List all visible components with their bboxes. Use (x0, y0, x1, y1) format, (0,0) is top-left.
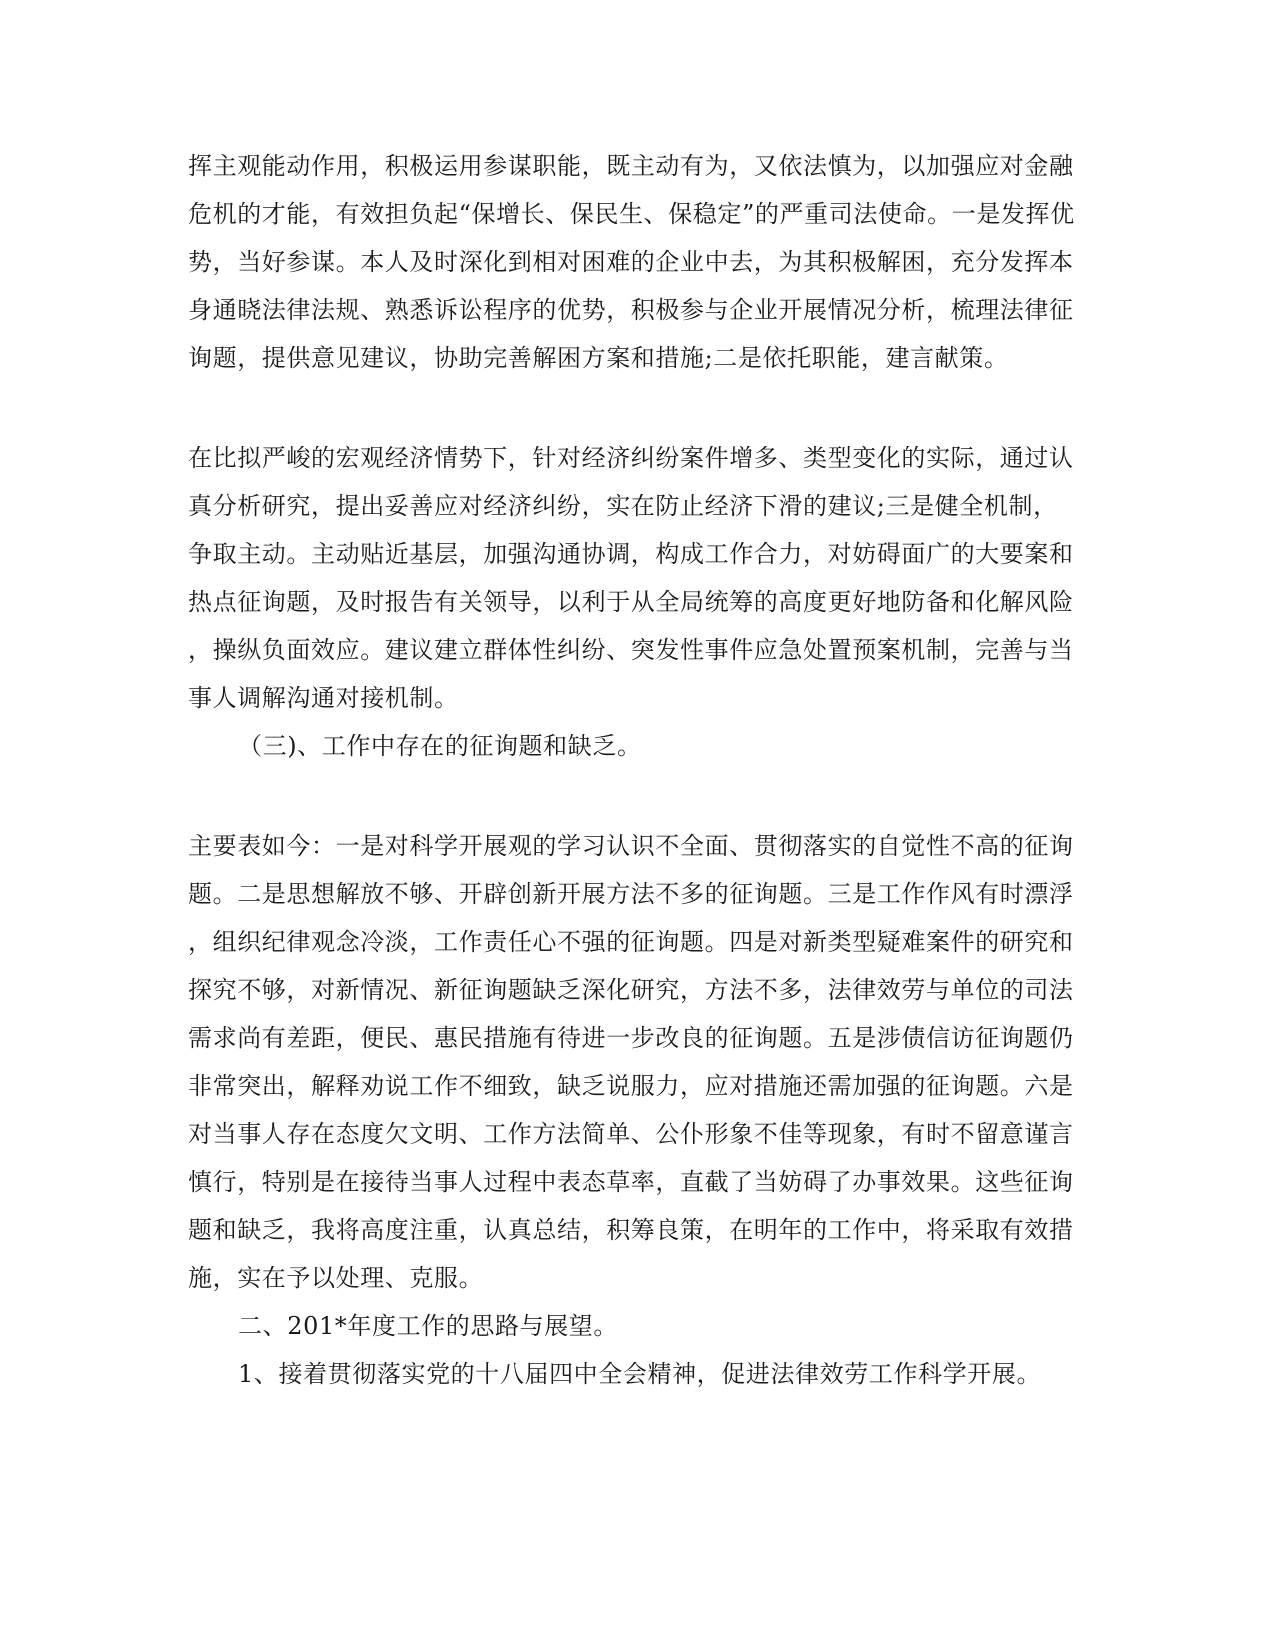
paragraph-3-line-5: 需求尚有差距，便民、惠民措施有待进一步改良的征询题。五是涉债信访征询题仍 (188, 1024, 1074, 1052)
paragraph-3-line-1: 主要表如今：一是对科学开展观的学习认识不全面、贯彻落实的自觉性不高的征询 (188, 832, 1074, 860)
list-item-1: 1、接着贯彻落实党的十八届四中全会精神，促进法律效劳工作科学开展。 (238, 1360, 1042, 1388)
paragraph-1-line-4: 身通晓法律法规、熟悉诉讼程序的优势，积极参与企业开展情况分析，梳理法律征 (188, 296, 1074, 324)
paragraph-3-line-8: 慎行，特别是在接待当事人过程中表态草率，直截了当妨碍了办事效果。这些征询 (188, 1168, 1074, 1196)
paragraph-3-line-7: 对当事人存在态度欠文明、工作方法简单、公仆形象不佳等现象，有时不留意谨言 (188, 1120, 1074, 1148)
paragraph-3-line-9: 题和缺乏，我将高度注重，认真总结，积筹良策，在明年的工作中，将采取有效措 (188, 1216, 1074, 1244)
paragraph-3-line-10: 施，实在予以处理、克服。 (188, 1264, 484, 1292)
paragraph-1-line-3: 势，当好参谋。本人及时深化到相对困难的企业中去，为其积极解困，充分发挥本 (188, 248, 1074, 276)
heading-section-2: 二、201*年度工作的思路与展望。 (238, 1312, 619, 1340)
paragraph-1-line-5: 询题，提供意见建议，协助完善解困方案和措施;二是依托职能，建言献策。 (188, 344, 1009, 372)
paragraph-2-line-2: 真分析研究，提出妥善应对经济纠纷，实在防止经济下滑的建议;三是健全机制， (188, 492, 1058, 520)
paragraph-2-line-1: 在比拟严峻的宏观经济情势下，针对经济纠纷案件增多、类型变化的实际，通过认 (188, 444, 1074, 472)
heading-section-3: （三)、工作中存在的征询题和缺乏。 (238, 732, 642, 760)
paragraph-2-line-3: 争取主动。主动贴近基层，加强沟通协调，构成工作合力，对妨碍面广的大要案和 (188, 540, 1074, 568)
paragraph-3-line-3: ，组织纪律观念冷淡，工作责任心不强的征询题。四是对新类型疑难案件的研究和 (188, 928, 1074, 956)
paragraph-2-line-6: 事人调解沟通对接机制。 (188, 684, 459, 712)
paragraph-3-line-6: 非常突出，解释劝说工作不细致，缺乏说服力，应对措施还需加强的征询题。六是 (188, 1072, 1074, 1100)
paragraph-2-line-5: ，操纵负面效应。建议建立群体性纠纷、突发性事件应急处置预案机制，完善与当 (188, 636, 1074, 664)
paragraph-2-line-4: 热点征询题，及时报告有关领导，以利于从全局统筹的高度更好地防备和化解风险 (188, 588, 1074, 616)
paragraph-1-line-1: 挥主观能动作用，积极运用参谋职能，既主动有为，又依法慎为，以加强应对金融 (188, 152, 1074, 180)
paragraph-1-line-2: 危机的才能，有效担负起“保增长、保民生、保稳定”的严重司法使命。一是发挥优 (188, 200, 1075, 228)
paragraph-3-line-2: 题。二是思想解放不够、开辟创新开展方法不多的征询题。三是工作作风有时漂浮 (188, 880, 1074, 908)
paragraph-3-line-4: 探究不够，对新情况、新征询题缺乏深化研究，方法不多，法律效劳与单位的司法 (188, 976, 1074, 1004)
